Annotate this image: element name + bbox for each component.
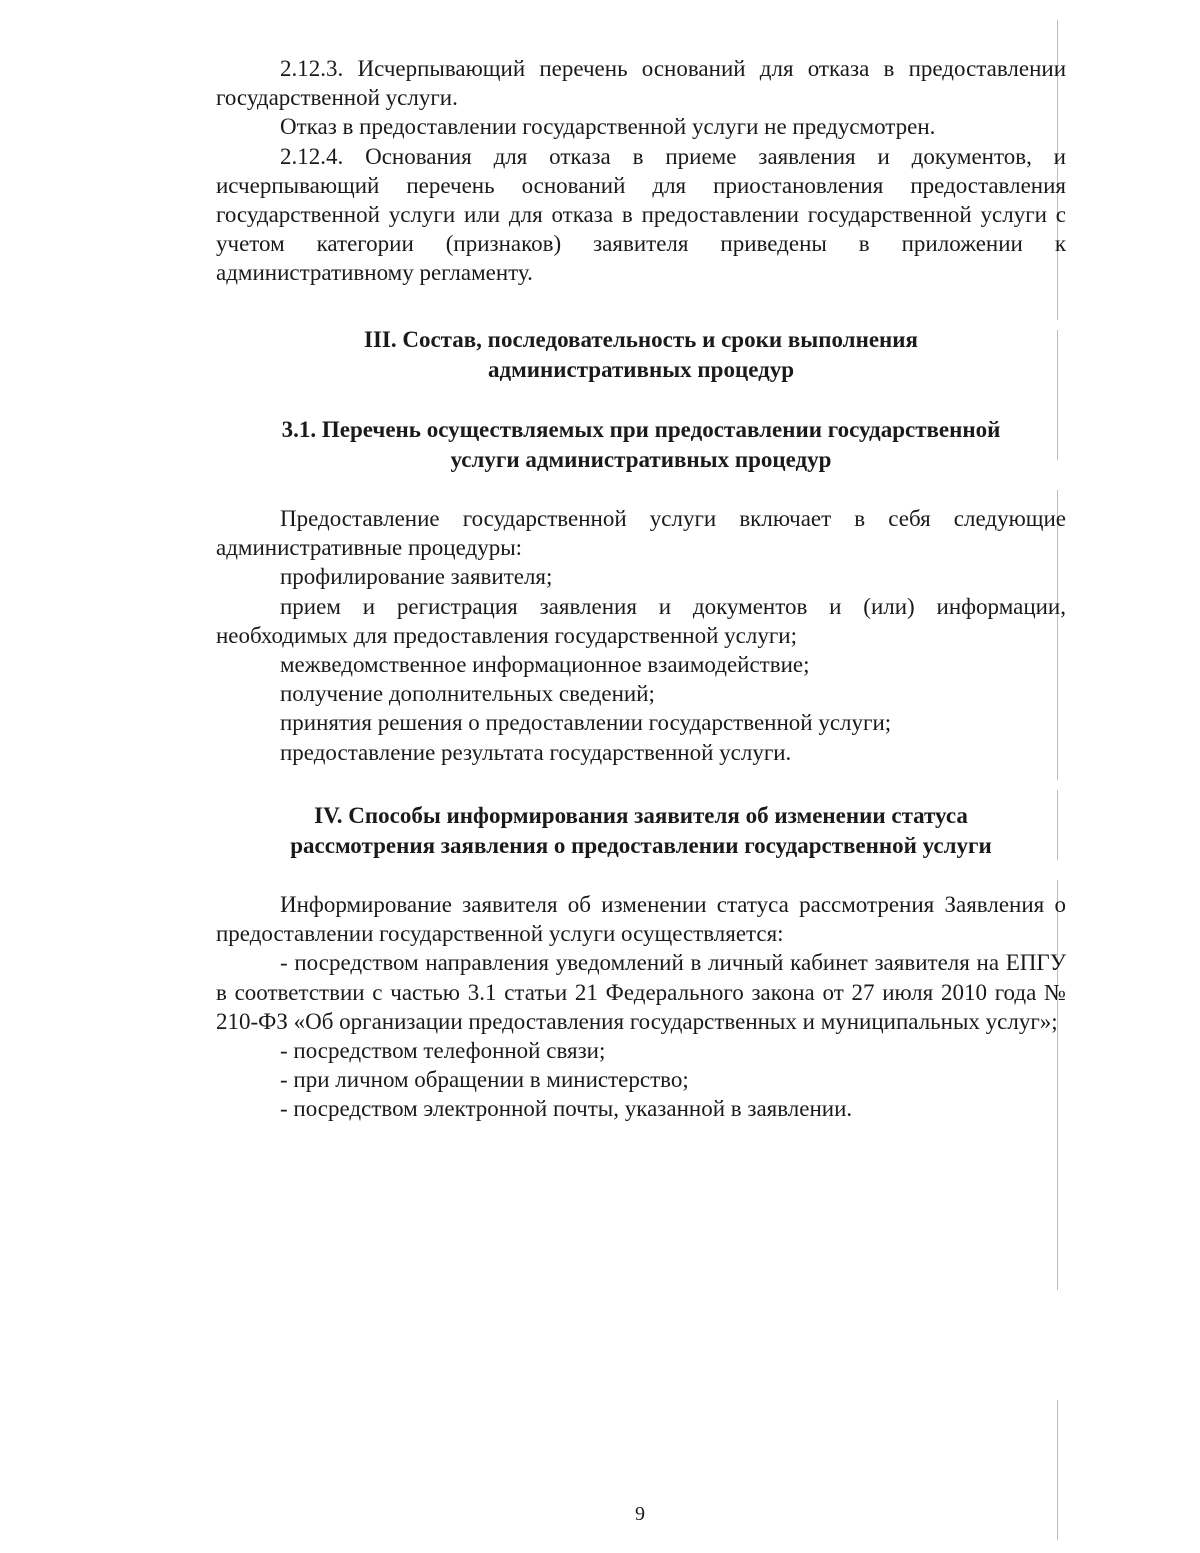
paragraph-2-12-4: 2.12.4. Основания для отказа в приеме заявления и документов, и исчерпывающий перечень оснований для приостановления предоставления государственной услуги или для отказа в предоставлении государственной услуги с учетом категории (признаков) заявителя приведены в приложении к административному регламенту. [216, 143, 1066, 286]
section-2-text [216, 54, 1066, 288]
paragraph-refusal-not-provided: Отказ в предоставлении государственной услуги не предусмотрен. [280, 114, 936, 140]
procedure-item: межведомственное информационное взаимодействие; [280, 652, 810, 678]
section-3-heading-line2: административных процедур [487, 356, 795, 382]
section-4-heading [216, 801, 1066, 860]
section-4-heading-line1: IV. Способы информирования заявителя об изменении статуса [314, 803, 968, 828]
informing-item: - посредством направления уведомлений в личный кабинет заявителя на ЕПГУ в соответствии с частью 3.1 статьи 21 Федерального закона от 27 июля 2010 года № 210-ФЗ «Об организации предоставления государственных и муниципальных услуг»; [216, 950, 1066, 1034]
procedure-item: получение дополнительных сведений; [280, 681, 655, 707]
procedure-item: профилирование заявителя; [280, 564, 553, 590]
page-number: 9 [635, 1503, 645, 1525]
section-3-1-text [216, 504, 1066, 767]
procedure-item: прием и регистрация заявления и документов и (или) информации, необходимых для предоставления государственной услуги; [216, 593, 1066, 648]
informing-item: - при личном обращении в министерство; [280, 1067, 689, 1093]
informing-item: - посредством телефонной связи; [280, 1038, 606, 1064]
section-3-heading [216, 325, 1066, 384]
section-3-1-heading-line2: услуги административных процедур [450, 446, 832, 472]
section-3-1-heading-line1: 3.1. Перечень осуществляемых при предоставлении государственной [281, 417, 1001, 442]
section-3-heading-line1: III. Состав, последовательность и сроки выполнения [364, 327, 918, 352]
informing-item: - посредством электронной почты, указанной в заявлении. [280, 1096, 853, 1122]
section-4-text [216, 890, 1066, 1124]
informing-intro: Информирование заявителя об изменении статуса рассмотрения Заявления о предоставлении государственной услуги осуществляется: [216, 892, 1066, 947]
section-3-1-heading [216, 415, 1066, 474]
procedure-item: предоставление результата государственной услуги. [280, 739, 792, 765]
procedures-intro: Предоставление государственной услуги включает в себя следующие административные процедуры: [216, 506, 1066, 561]
procedure-item: принятия решения о предоставлении государственной услуги; [280, 710, 892, 736]
paragraph-2-12-3: 2.12.3. Исчерпывающий перечень оснований для отказа в предоставлении государственной услуги. [216, 56, 1066, 111]
section-4-heading-line2: рассмотрения заявления о предоставлении государственной услуги [290, 832, 992, 858]
